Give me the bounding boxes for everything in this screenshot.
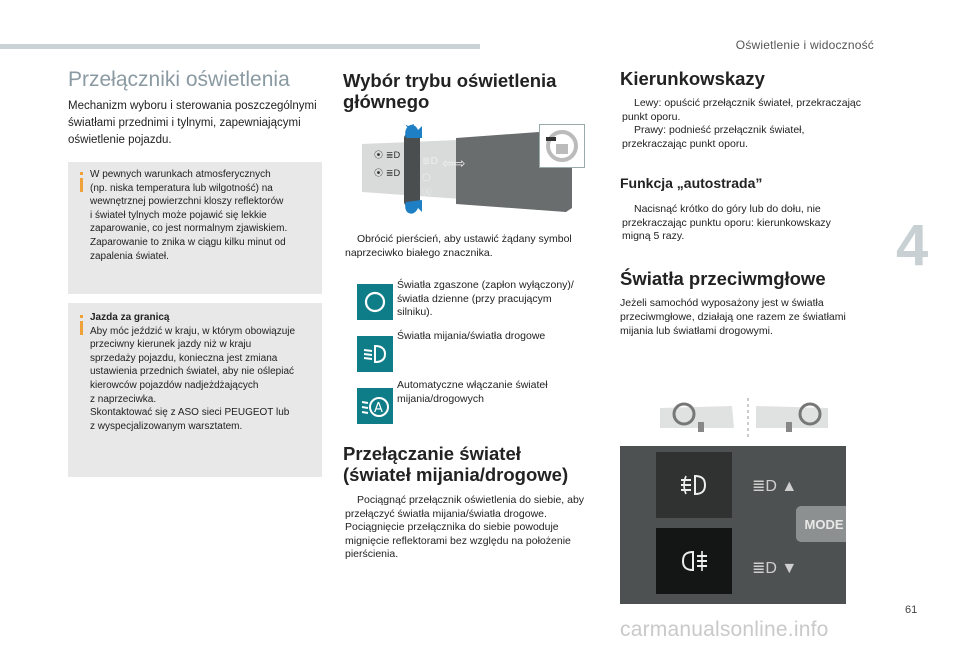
instruction-bullet: Pociągnąć przełącznik oświetlenia do siebie, aby przełączyć światła mijania/światła drogowe.	[345, 494, 585, 520]
front-fog-icon	[677, 472, 711, 498]
svg-text:○: ○	[422, 172, 431, 183]
steering-wheels-illustration	[658, 398, 838, 438]
steering-wheel-icon	[540, 125, 584, 167]
page-number: 61	[905, 604, 918, 616]
info-box-condensation	[68, 162, 322, 294]
dipped-beam-description: Światła mijania/światła drogowe	[397, 330, 546, 342]
watermark: carmanualsonline.info	[620, 618, 829, 641]
rear-fog-icon	[677, 548, 711, 574]
headlamp-down-icon: ≣D ▼	[752, 560, 798, 577]
instruction-bullet: Nacisnąć krótko do góry lub do dołu, nie przekraczając punktu oporu: kierunkowskazy migną 5 razy.	[622, 203, 831, 242]
section-heading-indicators: Kierunkowskazy	[620, 68, 765, 89]
headlamp-up-icon: ≣D ▲	[752, 478, 798, 495]
lights-off-icon	[357, 284, 393, 320]
subheading-motorway: Funkcja „autostrada”	[620, 175, 763, 191]
svg-text:≣D: ≣D	[422, 156, 439, 167]
lights-off-description: Światła zgaszone (zapłon wyłączony)/ światła dzienne (przy pracującym silniku).	[397, 279, 574, 318]
switching-paragraph: Pociągnięcie przełącznika do siebie powoduje mignięcie reflektorami bez względu na położenie pierścienia.	[345, 521, 571, 560]
section-heading-fog-lights: Światła przeciwmgłowe	[620, 268, 826, 289]
section-title: Oświetlenie i widoczność	[735, 38, 874, 52]
indicator-bullets: Lewy: opuścić przełącznik świateł, przekraczając punkt oporu. Prawy: podnieść przełącznik świateł, przekraczając punkt oporu.	[622, 97, 862, 150]
auto-lights-icon	[357, 388, 393, 424]
section-heading-main-mode: Wybór trybu oświetlenia głównego	[343, 70, 557, 112]
auto-lights-description: Automatyczne włączanie świateł mijania/drogowych	[397, 379, 548, 405]
svg-text:A: A	[374, 401, 383, 416]
section-heading-switching: Przełączanie świateł (świateł mijania/drogowe)	[343, 443, 569, 485]
svg-text:⇦⇨: ⇦⇨	[442, 156, 466, 172]
mode-button: MODE	[796, 506, 846, 542]
steering-wheel-thumbnail	[539, 124, 585, 168]
intro-paragraph: Mechanizm wyboru i sterowania poszczególnymi światłami przednimi i tylnymi, zapewniającymi oświetlenie pojazdu.	[68, 100, 317, 146]
fog-light-panel-photo	[620, 446, 846, 604]
chapter-number: 4	[896, 213, 929, 278]
svg-text:Ⓐ: Ⓐ	[422, 188, 432, 199]
info-text: Jazda za granicą Aby móc jeździć w kraju, w którym obowiązuje przeciwny kierunek jazdy niż w kraju sprzedaży pojazdu, konieczna jest zmiana ustawienia przednich świateł, aby nie oślepiać kierowców pojazdów nadjeżdżających z naprzeciwka. Skontaktować się z ASO sieci PEUGEOT lub z wyspecjalizowanym warsztatem.	[90, 312, 296, 432]
info-box-abroad	[68, 303, 322, 477]
page-title: Przełączniki oświetlenia	[68, 68, 290, 91]
rear-fog-button	[656, 528, 732, 594]
front-fog-button	[656, 452, 732, 518]
dipped-beam-icon	[357, 336, 393, 372]
info-icon	[80, 315, 83, 318]
instruction-bullet: Obrócić pierścień, aby ustawić żądany symbol naprzeciwko białego znacznika.	[345, 233, 572, 259]
header-bar	[0, 44, 480, 49]
info-text: W pewnych warunkach atmosferycznych (np. niska temperatura lub wilgotność) na wewnętrznej powierzchni kloszy reflektorów i świateł tylnych może pojawić się lekkie zaparowanie, co jest normalnym zjawiskiem. Zaparowanie to znika w ciągu kilku minut od zapalenia świateł.	[90, 169, 288, 262]
svg-text:⦿ ≣D: ⦿ ≣D	[374, 169, 401, 179]
info-icon	[80, 172, 83, 175]
svg-text:⦿ ≣D: ⦿ ≣D	[374, 151, 401, 161]
fog-lights-paragraph: Jeżeli samochód wyposażony jest w światła przeciwmgłowe, działają one razem ze światłami mijania lub światłami drogowymi.	[620, 297, 846, 337]
